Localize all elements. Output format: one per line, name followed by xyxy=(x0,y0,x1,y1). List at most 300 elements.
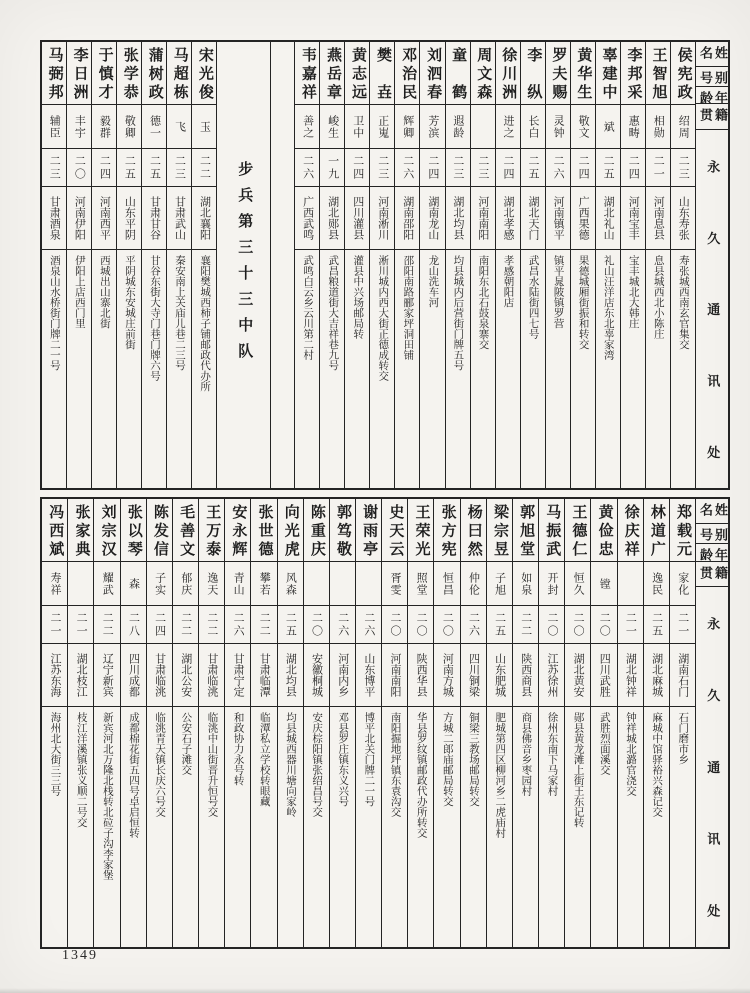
person-name-cell xyxy=(42,499,67,562)
person-address-text: 新宾河北万隆北栈转北砬子沟李家堡 xyxy=(101,712,113,880)
person-alias-text: 玉 xyxy=(198,120,211,133)
person-name-text: 张方宪 xyxy=(439,504,456,556)
person-column xyxy=(445,42,470,488)
person-age-text: 二四 xyxy=(627,154,640,181)
person-alias-text: 胥雯 xyxy=(389,571,402,596)
person-age-text: 二〇 xyxy=(441,611,454,638)
person-name-cell xyxy=(434,499,459,562)
person-address-text: 临洮青天镇长庆六号交 xyxy=(154,712,166,817)
person-address-cell xyxy=(92,250,116,488)
person-age-cell xyxy=(382,606,407,644)
person-name-text: 郑载元 xyxy=(675,504,692,556)
person-age-cell xyxy=(304,606,329,644)
person-name-cell xyxy=(471,42,495,105)
person-age-text: 一九 xyxy=(326,154,339,181)
person-name-text: 徐庆祥 xyxy=(622,504,639,556)
header-label-text: 永久通讯处 xyxy=(705,159,721,458)
person-alias-text: 耀武 xyxy=(101,571,114,596)
person-name-cell xyxy=(42,42,66,105)
person-native-text: 甘肃宁定 xyxy=(232,653,245,697)
person-address-cell xyxy=(408,707,433,947)
header-label-text: 别号 xyxy=(698,528,728,542)
person-address-text: 淅川城内西大街正德成转交 xyxy=(377,255,389,381)
person-name-text: 张世德 xyxy=(256,504,273,556)
person-native-cell xyxy=(121,644,146,707)
person-native-cell xyxy=(295,187,319,250)
person-native-cell xyxy=(471,187,495,250)
person-native-cell xyxy=(546,187,570,250)
person-native-cell xyxy=(173,644,198,707)
person-address-cell xyxy=(147,707,172,947)
person-age-text: 二四 xyxy=(153,611,166,638)
person-address-text: 甘谷东街大寺门巷门牌六号 xyxy=(149,255,160,381)
person-alias-text: 德一 xyxy=(148,114,161,139)
person-age-text: 二一 xyxy=(676,611,689,638)
person-alias-text: 灵钟 xyxy=(552,114,565,139)
person-column xyxy=(66,42,91,488)
person-name-cell xyxy=(330,499,355,562)
person-native-cell xyxy=(434,644,459,707)
person-alias-cell xyxy=(92,105,116,149)
person-native-cell xyxy=(521,187,545,250)
person-native-text: 河南内乡 xyxy=(336,653,349,697)
person-column xyxy=(141,42,166,488)
person-age-text: 二〇 xyxy=(415,611,428,638)
person-native-text: 河南南阳 xyxy=(476,196,489,240)
person-address-text: 礼山汪洋店东北辜家湾 xyxy=(602,255,614,360)
person-age-cell xyxy=(521,149,545,187)
person-alias-text: 芳滨 xyxy=(426,114,439,139)
person-address-text: 海州北大街三三号 xyxy=(49,712,61,796)
person-address-cell xyxy=(434,707,459,947)
person-age-text: 二三 xyxy=(451,154,464,181)
person-column xyxy=(419,42,444,488)
person-alias-text: 辉卿 xyxy=(401,114,414,139)
person-age-cell xyxy=(295,149,319,187)
person-address-text: 肥城第四区柳河乡二虎庙村 xyxy=(494,712,506,838)
person-column xyxy=(329,499,355,947)
person-address-cell xyxy=(225,707,250,947)
person-age-cell xyxy=(565,606,590,644)
person-age-text: 二三 xyxy=(677,154,690,181)
person-name-cell xyxy=(68,499,93,562)
person-alias-cell xyxy=(571,105,595,149)
person-age-text: 二〇 xyxy=(545,611,558,638)
person-name-cell xyxy=(167,42,191,105)
person-age-text: 二二 xyxy=(258,611,271,638)
person-alias-cell xyxy=(434,562,459,606)
person-column xyxy=(590,499,616,947)
person-address-text: 均县城内后营街门牌五号 xyxy=(452,255,464,371)
person-native-text: 陕西商县 xyxy=(519,653,532,697)
person-native-text: 湖北均县 xyxy=(451,196,464,240)
person-native-cell xyxy=(496,187,520,250)
person-native-text: 山东寿张 xyxy=(677,196,690,240)
person-name-text: 侯宪政 xyxy=(675,47,692,99)
person-alias-text: 敬卿 xyxy=(123,114,136,139)
person-age-cell xyxy=(92,149,116,187)
person-age-text: 二五 xyxy=(650,611,663,638)
person-age-cell xyxy=(147,606,172,644)
person-native-text: 湖北公安 xyxy=(179,653,192,697)
person-age-text: 二六 xyxy=(336,611,349,638)
person-native-text: 河南西平 xyxy=(98,196,111,240)
person-alias-cell xyxy=(330,562,355,606)
person-address-text: 方城二郎庙邮局转交 xyxy=(441,712,453,807)
person-alias-cell xyxy=(142,105,166,149)
person-native-cell xyxy=(420,187,444,250)
person-name-cell xyxy=(487,499,512,562)
person-address-cell xyxy=(167,250,191,488)
person-address-cell xyxy=(571,250,595,488)
person-alias-text: 斌 xyxy=(602,120,615,133)
person-native-text: 山东平阴 xyxy=(123,196,136,240)
person-name-text: 冯西斌 xyxy=(47,504,64,556)
person-column xyxy=(433,499,459,947)
person-alias-cell xyxy=(167,105,191,149)
person-native-text: 湖北钟祥 xyxy=(624,653,637,697)
header-label-text: 永久通讯处 xyxy=(705,616,721,917)
person-name-cell xyxy=(565,499,590,562)
person-alias-text: 长白 xyxy=(527,114,540,139)
person-address-text: 枝江洋溪镇张义顺二号交 xyxy=(75,712,87,828)
person-address-cell xyxy=(395,250,419,488)
person-address-cell xyxy=(192,250,216,488)
person-native-cell xyxy=(461,644,486,707)
person-age-text: 二二 xyxy=(519,611,532,638)
person-address-cell xyxy=(199,707,224,947)
person-address-text: 南阳掘地坪镇东袁沟交 xyxy=(389,712,401,817)
person-column xyxy=(198,499,224,947)
person-address-cell xyxy=(42,250,66,488)
person-address-text: 灌县中兴场邮局转 xyxy=(352,255,364,339)
person-address-text: 和政协力永号转 xyxy=(232,712,244,786)
person-alias-text: 仲伦 xyxy=(467,571,480,596)
person-column xyxy=(617,499,643,947)
person-alias-text: 遐龄 xyxy=(451,114,464,139)
person-name-text: 梁宗昱 xyxy=(491,504,508,556)
person-name-text: 林道广 xyxy=(648,504,665,556)
person-alias-text: 逸天 xyxy=(205,571,218,596)
person-name-cell xyxy=(295,42,319,105)
person-alias-text: 正嵬 xyxy=(376,114,389,139)
person-name-cell xyxy=(461,499,486,562)
person-name-text: 王智旭 xyxy=(650,47,667,99)
person-alias-text: 卫中 xyxy=(351,114,364,139)
person-native-cell xyxy=(539,644,564,707)
person-name-cell xyxy=(192,42,216,105)
person-age-cell xyxy=(621,149,645,187)
person-address-text: 宝丰城北大韩庄 xyxy=(627,255,639,329)
person-native-cell xyxy=(370,187,394,250)
person-native-cell xyxy=(513,644,538,707)
person-native-cell xyxy=(408,644,433,707)
person-age-cell xyxy=(67,149,91,187)
person-native-cell xyxy=(192,187,216,250)
person-alias-cell xyxy=(621,105,645,149)
person-column xyxy=(512,499,538,947)
person-column xyxy=(570,42,595,488)
person-age-text: 二四 xyxy=(501,154,514,181)
person-name-text: 陈重庆 xyxy=(308,504,325,556)
person-name-text: 向光虎 xyxy=(282,504,299,556)
person-native-text: 山东肥城 xyxy=(493,653,506,697)
person-age-cell xyxy=(370,149,394,187)
person-alias-cell xyxy=(420,105,444,149)
person-name-cell xyxy=(539,499,564,562)
person-native-cell xyxy=(278,644,303,707)
person-alias-cell xyxy=(644,562,669,606)
person-address-cell xyxy=(596,250,620,488)
person-column xyxy=(470,42,495,488)
person-age-text: 二二 xyxy=(179,611,192,638)
person-address-text: 博平北关门牌二一号 xyxy=(363,712,375,807)
person-address-cell xyxy=(670,707,695,947)
person-age-text: 二五 xyxy=(527,154,540,181)
person-alias-text: 惠畴 xyxy=(627,114,640,139)
person-native-text: 甘肃临洮 xyxy=(205,653,218,697)
person-native-text: 广西武鸣 xyxy=(301,196,314,240)
person-address-text: 武胜烈面溪交 xyxy=(598,712,610,775)
header-label-address xyxy=(696,130,728,488)
person-name-cell xyxy=(420,42,444,105)
person-age-cell xyxy=(539,606,564,644)
person-name-cell xyxy=(304,499,329,562)
header-label-address xyxy=(696,587,728,947)
person-age-text: 二一 xyxy=(48,611,61,638)
person-name-text: 宋光俊 xyxy=(196,47,213,99)
person-name-text: 张家典 xyxy=(73,504,90,556)
person-address-cell xyxy=(671,250,695,488)
person-native-cell xyxy=(591,644,616,707)
person-native-cell xyxy=(646,187,670,250)
person-native-cell xyxy=(330,644,355,707)
person-name-text: 王德仁 xyxy=(570,504,587,556)
person-name-text: 陈发信 xyxy=(151,504,168,556)
person-age-text: 二二 xyxy=(101,611,114,638)
person-name-text: 辜建中 xyxy=(600,47,617,99)
person-native-cell xyxy=(621,187,645,250)
person-native-cell xyxy=(225,644,250,707)
person-name-text: 谢雨亭 xyxy=(361,504,378,556)
person-column xyxy=(166,42,191,488)
header-label-text: 籍贯 xyxy=(698,108,728,122)
person-name-cell xyxy=(591,499,616,562)
person-alias-cell xyxy=(596,105,620,149)
person-native-text: 河南宝丰 xyxy=(627,196,640,240)
person-name-text: 李纵 xyxy=(525,47,542,99)
person-name-cell xyxy=(446,42,470,105)
person-name-text: 李日洲 xyxy=(71,47,88,99)
person-address-text: 秦安南上关庙儿巷二三号 xyxy=(174,255,186,371)
person-address-text: 寿张城西南玄官集交 xyxy=(677,255,689,350)
spacer-column xyxy=(270,42,294,488)
person-name-cell xyxy=(370,42,394,105)
person-age-cell xyxy=(446,149,470,187)
person-age-cell xyxy=(461,606,486,644)
person-name-cell xyxy=(251,499,276,562)
person-age-text: 二六 xyxy=(401,154,414,181)
person-age-text: 二〇 xyxy=(73,154,86,181)
header-label-text: 别号 xyxy=(698,71,728,85)
person-age-cell xyxy=(121,606,146,644)
person-native-cell xyxy=(671,187,695,250)
person-alias-cell xyxy=(117,105,141,149)
person-name-cell xyxy=(94,499,119,562)
person-name-cell xyxy=(117,42,141,105)
person-alias-cell xyxy=(521,105,545,149)
person-native-text: 江苏徐州 xyxy=(545,653,558,697)
person-column xyxy=(355,499,381,947)
person-age-cell xyxy=(596,149,620,187)
person-native-cell xyxy=(94,644,119,707)
person-column xyxy=(250,499,276,947)
person-alias-text: 绍周 xyxy=(677,114,690,139)
person-name-text: 黄志远 xyxy=(349,47,366,99)
person-address-text: 西城出山寨北街 xyxy=(98,255,110,329)
person-age-cell xyxy=(167,149,191,187)
person-age-cell xyxy=(671,149,695,187)
person-native-cell xyxy=(356,644,381,707)
person-column xyxy=(520,42,545,488)
person-alias-cell xyxy=(670,562,695,606)
person-name-text: 杨曰然 xyxy=(465,504,482,556)
person-native-cell xyxy=(304,644,329,707)
person-address-text: 麻城中馆驿裕兴森记交 xyxy=(651,712,663,817)
person-address-cell xyxy=(382,707,407,947)
person-age-text: 二〇 xyxy=(310,611,323,638)
person-alias-cell xyxy=(192,105,216,149)
person-address-cell xyxy=(67,250,91,488)
person-age-text: 二四 xyxy=(351,154,364,181)
person-address-cell xyxy=(117,250,141,488)
person-name-text: 史天云 xyxy=(387,504,404,556)
person-address-text: 伊阳上店西门里 xyxy=(73,255,85,329)
person-address-cell xyxy=(251,707,276,947)
person-address-text: 孝感朝阳店 xyxy=(502,255,514,308)
person-native-text: 广西果德 xyxy=(577,196,590,240)
person-column xyxy=(670,42,695,488)
person-age-cell xyxy=(42,149,66,187)
person-name-cell xyxy=(345,42,369,105)
person-native-cell xyxy=(117,187,141,250)
header-label-text: 姓名 xyxy=(698,503,728,516)
person-name-cell xyxy=(67,42,91,105)
person-native-cell xyxy=(251,644,276,707)
person-name-text: 马振武 xyxy=(544,504,561,556)
person-alias-text: 攀若 xyxy=(258,571,271,596)
person-alias-cell xyxy=(121,562,146,606)
person-name-cell xyxy=(646,42,670,105)
person-alias-cell xyxy=(94,562,119,606)
person-column xyxy=(381,499,407,947)
person-name-text: 燕岳章 xyxy=(324,47,341,99)
person-address-text: 果德城厢街振和转交 xyxy=(577,255,589,350)
person-native-text: 安徽桐城 xyxy=(310,653,323,697)
person-alias-cell xyxy=(546,105,570,149)
person-alias-cell xyxy=(513,562,538,606)
person-alias-cell xyxy=(370,105,394,149)
bottom-roster-table xyxy=(40,497,730,949)
person-address-cell xyxy=(496,250,520,488)
person-native-text: 湖北孝感 xyxy=(501,196,514,240)
person-age-text: 二八 xyxy=(127,611,140,638)
person-alias-text: 风森 xyxy=(284,571,297,596)
person-name-text: 张以琴 xyxy=(125,504,142,556)
person-address-text: 襄阳樊城西柿子铺邮政代办所 xyxy=(199,255,211,392)
person-native-cell xyxy=(618,644,643,707)
person-native-text: 甘肃酒泉 xyxy=(48,196,61,240)
person-alias-text: 青山 xyxy=(232,571,245,596)
person-address-text: 邵阳南路郦家坪洞田铺 xyxy=(402,255,414,360)
roster-header-column xyxy=(695,42,728,488)
person-age-text: 二五 xyxy=(148,154,161,181)
person-name-cell xyxy=(621,42,645,105)
person-alias-cell xyxy=(320,105,344,149)
person-alias-cell xyxy=(408,562,433,606)
person-column xyxy=(620,42,645,488)
person-address-cell xyxy=(446,250,470,488)
person-alias-text: 子旭 xyxy=(493,571,506,596)
person-address-text: 酒泉山水桥街门牌二一号 xyxy=(48,255,60,371)
person-address-text: 武鸣白云乡云川第二村 xyxy=(302,255,314,360)
person-native-cell xyxy=(147,644,172,707)
person-name-text: 马弼邦 xyxy=(46,47,63,99)
person-age-cell xyxy=(487,606,512,644)
person-native-text: 湖南邵阳 xyxy=(401,196,414,240)
person-alias-cell xyxy=(147,562,172,606)
person-native-text: 四川铜梁 xyxy=(467,653,480,697)
person-name-cell xyxy=(521,42,545,105)
person-name-cell xyxy=(199,499,224,562)
person-alias-cell xyxy=(487,562,512,606)
header-label-alias xyxy=(696,524,728,544)
person-name-cell xyxy=(596,42,620,105)
person-native-text: 湖北黄安 xyxy=(572,653,585,697)
person-native-text: 河南南阳 xyxy=(389,653,402,697)
person-alias-cell xyxy=(199,562,224,606)
person-alias-cell xyxy=(345,105,369,149)
person-address-cell xyxy=(461,707,486,947)
person-address-cell xyxy=(278,707,303,947)
person-column xyxy=(191,42,216,488)
person-alias-text: 飞 xyxy=(173,120,186,133)
person-address-cell xyxy=(142,250,166,488)
person-name-text: 郭笃敬 xyxy=(335,504,352,556)
person-age-cell xyxy=(68,606,93,644)
person-name-text: 毛善文 xyxy=(178,504,195,556)
person-native-cell xyxy=(92,187,116,250)
person-native-text: 湖北麻城 xyxy=(650,653,663,697)
person-column xyxy=(42,42,66,488)
person-alias-cell xyxy=(356,562,381,606)
person-name-cell xyxy=(356,499,381,562)
person-native-text: 陕西华县 xyxy=(415,653,428,697)
person-name-text: 于慎才 xyxy=(96,47,113,99)
person-alias-cell xyxy=(395,105,419,149)
person-native-text: 四川成都 xyxy=(127,653,140,697)
person-age-text: 二四 xyxy=(98,154,111,181)
person-alias-cell xyxy=(565,562,590,606)
person-alias-text: 郁庆 xyxy=(179,571,192,596)
person-age-text: 二四 xyxy=(426,154,439,181)
person-age-text: 二四 xyxy=(577,154,590,181)
section-title: 步兵第三十三中队 xyxy=(236,161,253,369)
person-alias-cell xyxy=(591,562,616,606)
person-alias-text: 森 xyxy=(127,577,140,590)
person-name-text: 刘宗汉 xyxy=(99,504,116,556)
person-address-cell xyxy=(121,707,146,947)
